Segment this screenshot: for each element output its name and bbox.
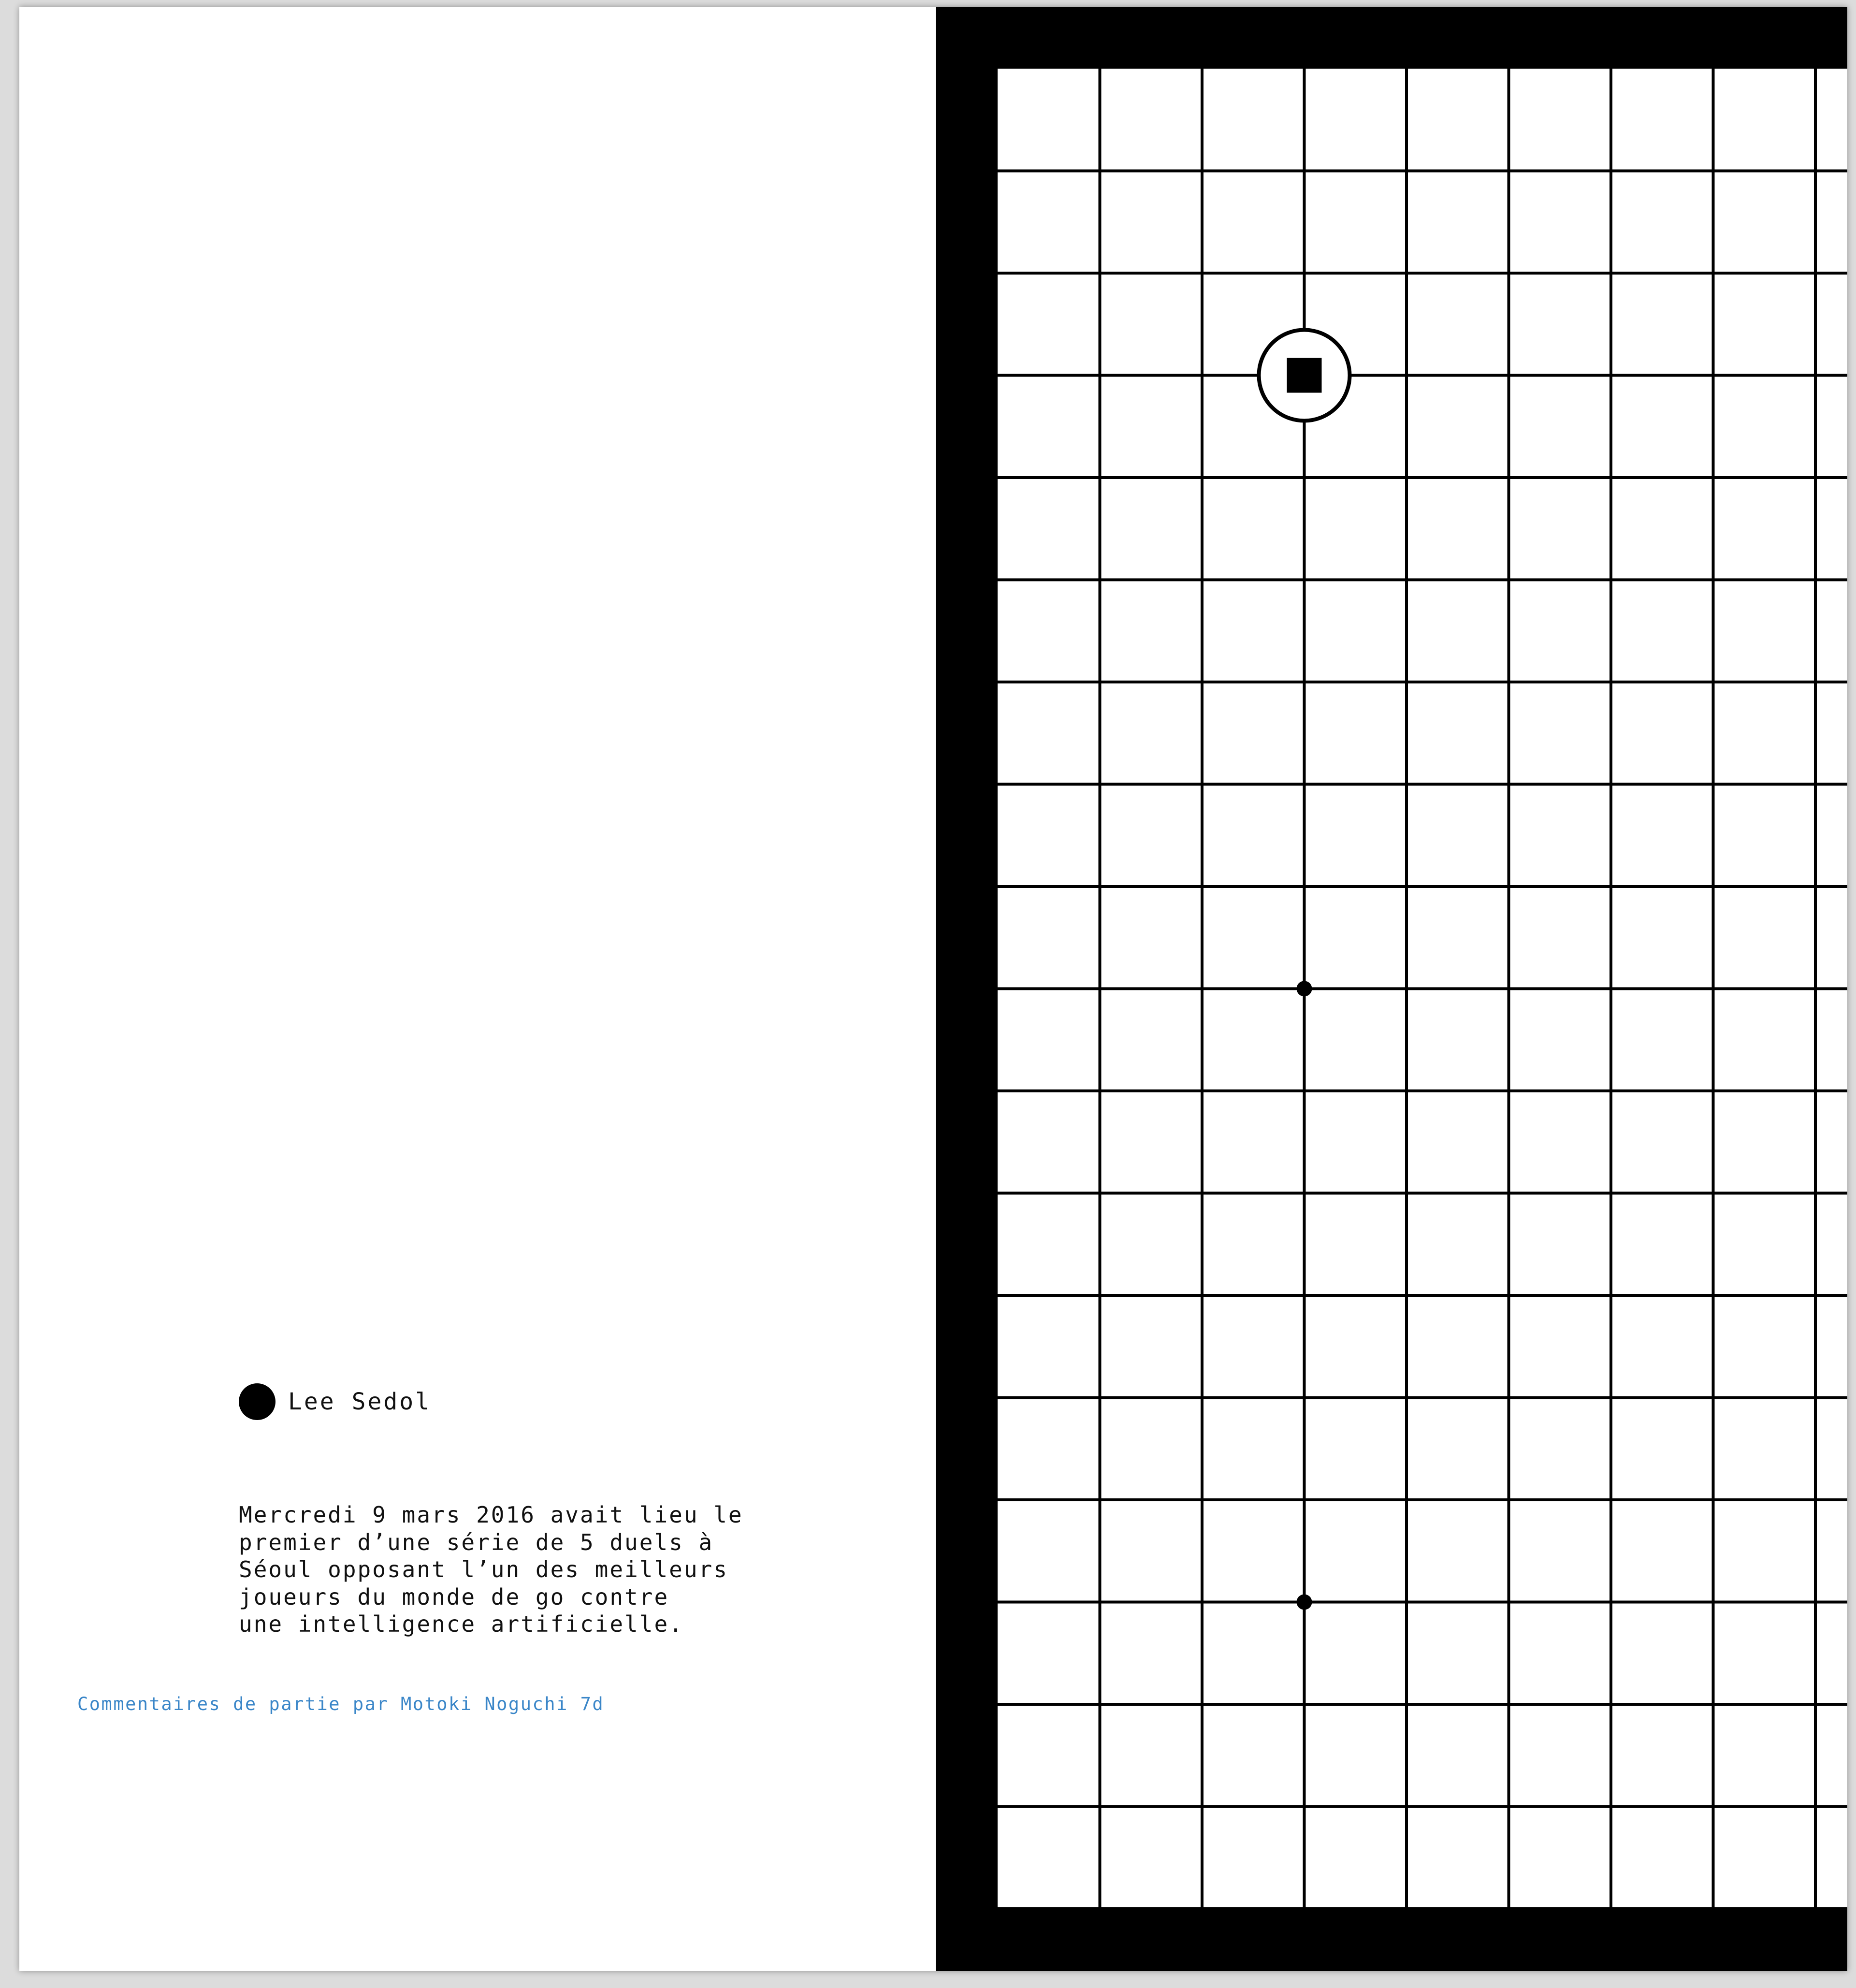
intro-line: Mercredi 9 mars 2016 avait lieu le	[239, 1502, 743, 1528]
intro-line: joueurs du monde de go contre	[239, 1583, 669, 1610]
player-name: Lee Sedol	[288, 1388, 432, 1415]
commentary-credit: Commentaires de partie par Motoki Noguchi 7d	[77, 1694, 605, 1714]
left-page	[19, 7, 936, 1971]
intro-line: une intelligence artificielle.	[239, 1611, 684, 1637]
star-point	[1297, 1595, 1312, 1610]
go-board-page	[936, 7, 1847, 1971]
move-marker	[1259, 330, 1350, 421]
go-board	[936, 7, 1847, 1971]
marker-square	[1287, 358, 1322, 393]
star-point	[1297, 981, 1312, 997]
book-spread	[19, 7, 1847, 1971]
black-player-label	[239, 1383, 431, 1420]
intro-line: Séoul opposant l’un des meilleurs	[239, 1556, 728, 1582]
black-stone-icon	[239, 1383, 276, 1420]
intro-line: premier d’une série de 5 duels à	[239, 1529, 714, 1555]
intro-paragraph	[239, 1501, 770, 1638]
